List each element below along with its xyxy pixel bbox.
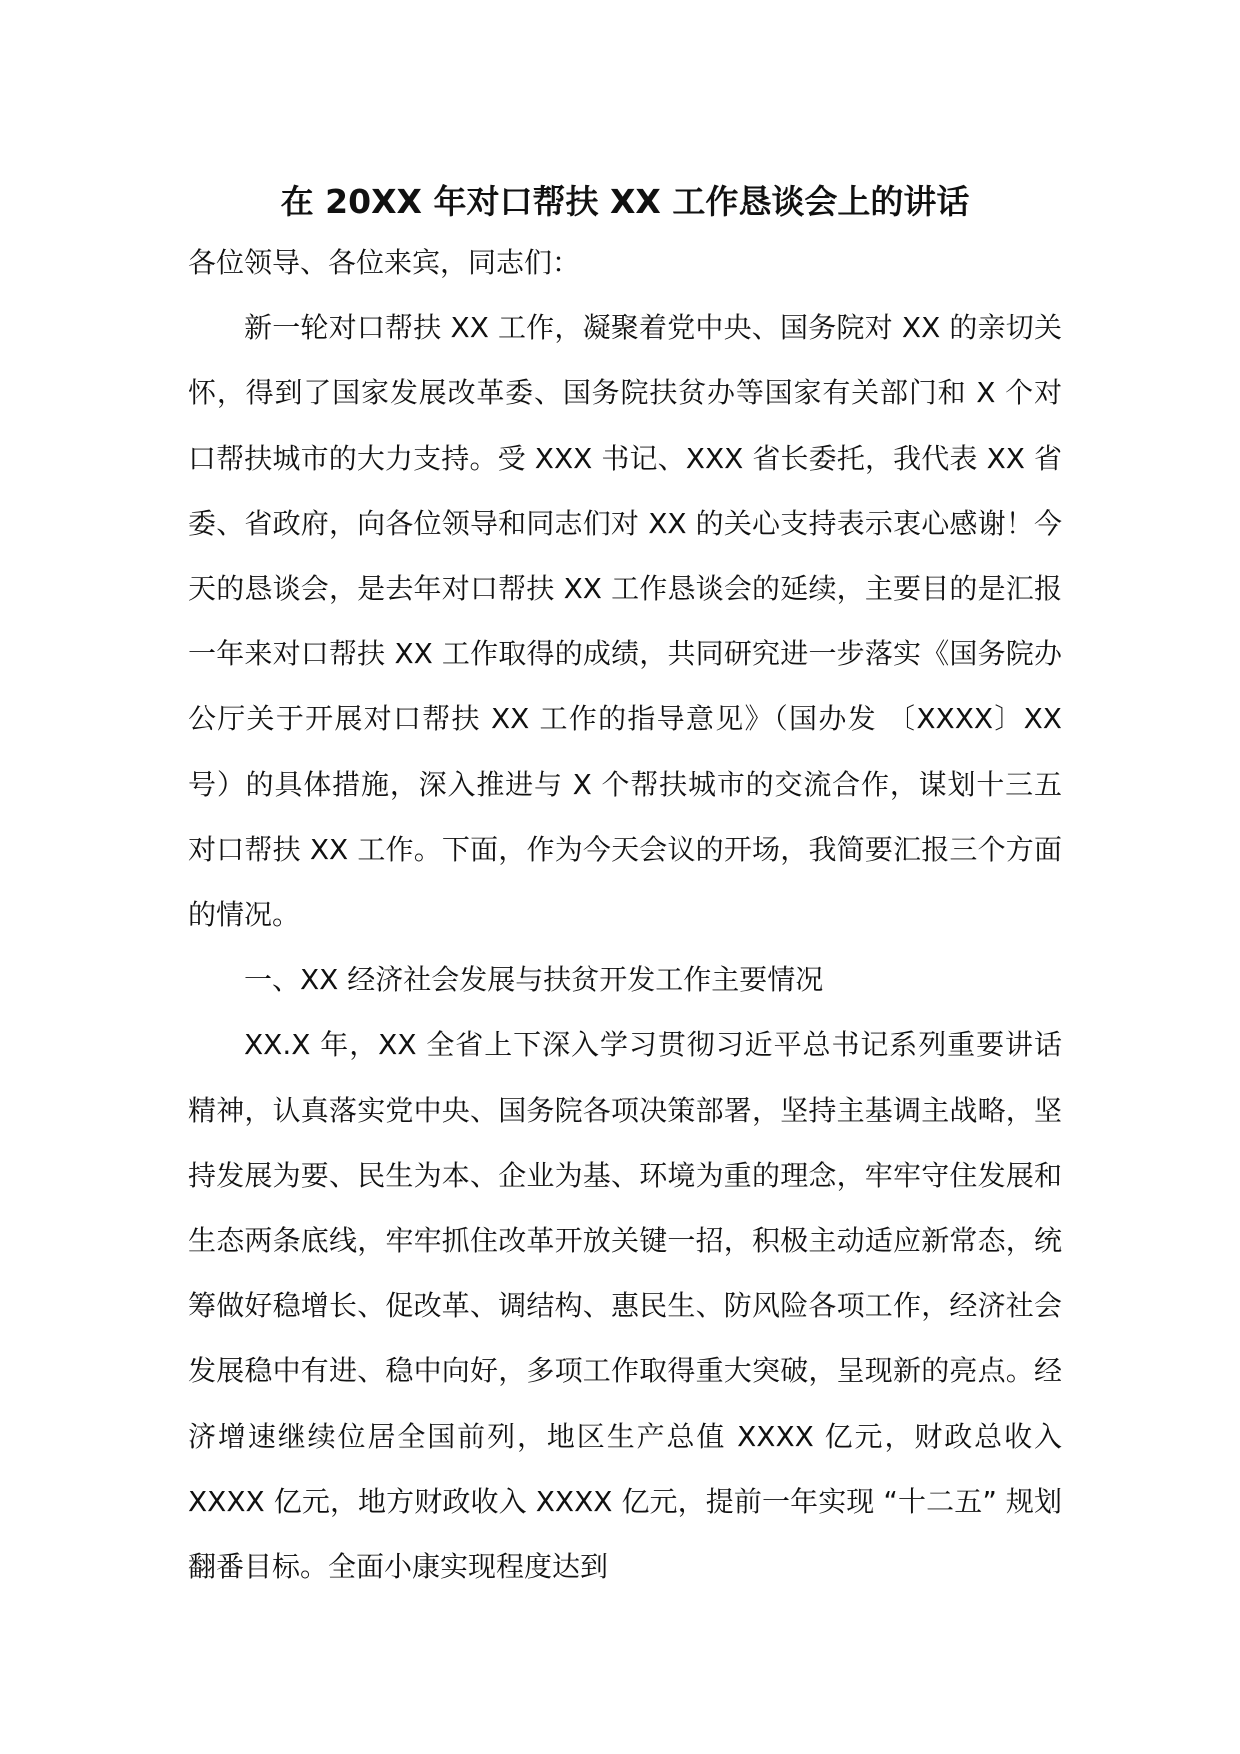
- document-page: [188, 176, 1062, 1599]
- paragraph-economy: XX.X 年，XX 全省上下深入学习贯彻习近平总书记系列重要讲话精神，认真落实党中央、国务院各项决策部署，坚持主基调主战略，坚持发展为要、民生为本、企业为基、环境为重的理念，牢牢守住发展和生态两条底线，牢牢抓住改革开放关键一招，积极主动适应新常态，统筹做好稳增长、促改革、调结构、惠民生、防风险各项工作，经济社会发展稳中有进、稳中向好，多项工作取得重大突破，呈现新的亮点。经济增速继续位居全国前列，地区生产总值 XXXX 亿元，财政总收入 XXXX 亿元，地方财政收入 XXXX 亿元，提前一年实现 “十二五” 规划翻番目标。全面小康实现程度达到: [188, 1028, 1062, 1584]
- salutation: 各位领导、各位来宾，同志们：: [188, 246, 581, 279]
- paragraph-intro: 新一轮对口帮扶 XX 工作，凝聚着党中央、国务院对 XX 的亲切关怀，得到了国家发展改革委、国务院扶贫办等国家有关部门和 X 个对口帮扶城市的大力支持。受 XXX 书记、XXX 省长委托，我代表 XX 省委、省政府，向各位领导和同志们对 XX 的关心支持表示衷心感谢！今天的恳谈会，是去年对口帮扶 XX 工作恳谈会的延续，主要目的是汇报一年来对口帮扶 XX 工作取得的成绩，共同研究进一步落实《国务院办公厅关于开展对口帮扶 XX 工作的指导意见》（国办发 〔XXXX〕XX 号）的具体措施，深入推进与 X 个帮扶城市的交流合作，谋划十三五对口帮扶 XX 工作。下面，作为今天会议的开场，我简要汇报三个方面的情况。: [188, 311, 1062, 932]
- document-title: 在 20XX 年对口帮扶 XX 工作恳谈会上的讲话: [280, 182, 970, 221]
- section-heading-1: 一、XX 经济社会发展与扶贫开发工作主要情况: [244, 963, 824, 997]
